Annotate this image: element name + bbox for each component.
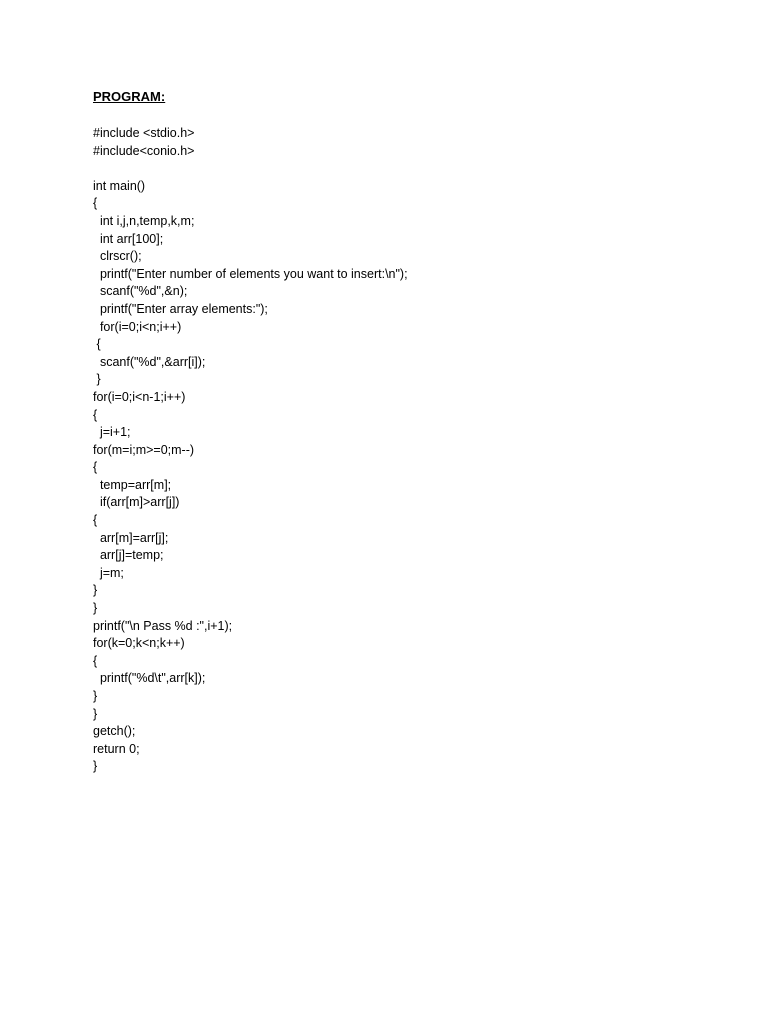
code-line: { [93, 653, 98, 668]
code-line: } [93, 583, 98, 598]
code-line: } [93, 601, 98, 616]
code-line: printf("%d\t",arr[k]); [93, 671, 206, 686]
code-line: } [93, 706, 98, 721]
code-line: } [93, 759, 98, 774]
code-line: for(k=0;k<n;k++) [93, 636, 185, 651]
code-line: int arr[100]; [93, 231, 164, 246]
code-line: { [93, 513, 98, 528]
code-line: printf("Enter array elements:"); [93, 301, 268, 316]
code-line: printf("\n Pass %d :",i+1); [93, 618, 233, 633]
code-line: printf("Enter number of elements you want to insert:\n"); [93, 266, 408, 281]
code-line [93, 160, 408, 178]
code-line: { [93, 407, 98, 422]
code-line: int i,j,n,temp,k,m; [93, 213, 195, 228]
code-line: temp=arr[m]; [93, 477, 172, 492]
code-line: for(m=i;m>=0;m--) [93, 442, 195, 457]
code-line: scanf("%d",&n); [93, 284, 188, 299]
code-line: } [93, 689, 98, 703]
code-line: scanf("%d",&arr[i]); [93, 354, 206, 369]
code-line: { [93, 196, 98, 211]
code-line: { [93, 337, 101, 352]
code-line: getch(); [93, 724, 136, 739]
code-line: return 0; [93, 741, 140, 756]
code-line: { [93, 460, 98, 475]
code-line: arr[m]=arr[j]; [93, 530, 169, 545]
code-line: int main() [93, 178, 146, 193]
code-line: clrscr(); [93, 249, 142, 264]
code-line: arr[j]=temp; [93, 548, 164, 563]
program-heading: PROGRAM: [93, 89, 166, 104]
code-line: j=i+1; [93, 425, 131, 440]
code-line: } [93, 372, 101, 387]
code-line: j=m; [93, 565, 124, 580]
code-line: if(arr[m]>arr[j]) [93, 495, 180, 510]
code-line: #include<conio.h> [93, 143, 195, 158]
code-line: #include <stdio.h> [93, 126, 195, 140]
code-line: for(i=0;i<n-1;i++) [93, 389, 186, 404]
code-block [93, 125, 408, 776]
code-line: for(i=0;i<n;i++) [93, 319, 182, 334]
